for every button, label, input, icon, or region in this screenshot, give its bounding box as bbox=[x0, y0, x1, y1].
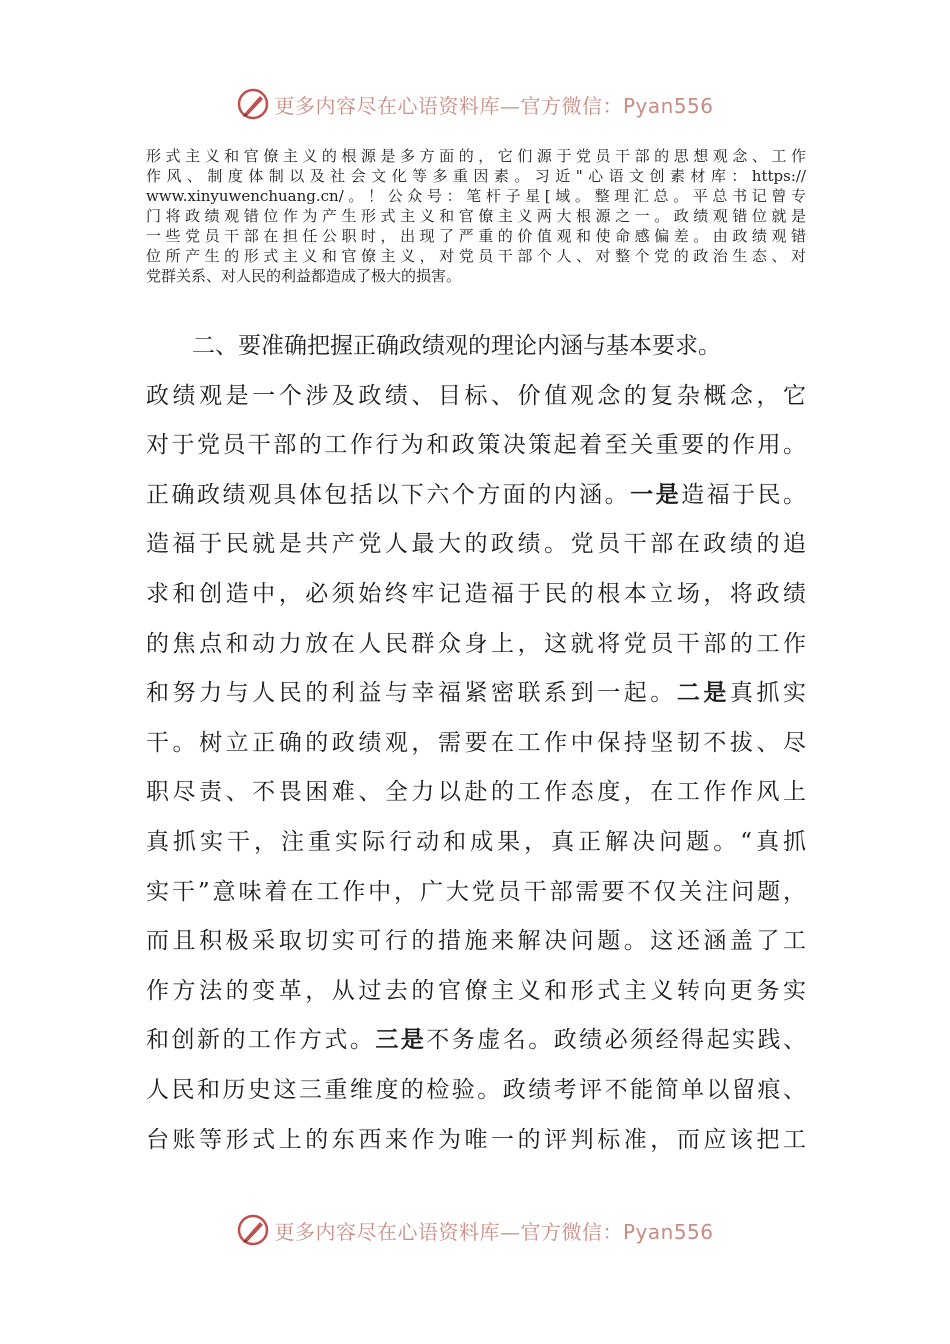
text-line: 求和创造中，必须始终牢记造福于民的根本立场，将政绩 bbox=[146, 580, 806, 607]
text-line: 实干”意味着在工作中，广大党员干部需要不仅关注问题， bbox=[146, 878, 806, 905]
text-line: 作方法的变革，从过去的官僚主义和形式主义转向更务实 bbox=[146, 977, 806, 1004]
banner-text: 更多内容尽在心语资料库—官方微信：Pyan556 bbox=[274, 93, 714, 118]
bold-marker: 一是 bbox=[630, 481, 682, 508]
text-line: 对于党员干部的工作行为和政策决策起着至关重要的作用。 bbox=[146, 432, 806, 459]
pen-logo-icon bbox=[236, 1213, 270, 1247]
intro-paragraph bbox=[146, 146, 806, 286]
header-banner bbox=[0, 84, 950, 124]
text-line: 位所产生的形式主义和官僚主义，对党员干部个人、对整个党的政治生态、对 bbox=[146, 247, 806, 265]
text-line: 造福于民就是共产党人最大的政绩。党员干部在政绩的追 bbox=[146, 531, 806, 558]
text-line: 党群关系、对人民的利益都造成了极大的损害。 bbox=[146, 267, 462, 285]
text-line: 政绩观是一个涉及政绩、目标、价值观念的复杂概念，它 bbox=[146, 382, 806, 409]
banner-text: 更多内容尽在心语资料库—官方微信：Pyan556 bbox=[274, 1219, 714, 1244]
text-line: 作风、制度体制以及社会文化等多重因素。习近"心语文创素材库：https:// bbox=[146, 167, 806, 185]
text-line: 职尽责、不畏困难、全力以赴的工作态度，在工作作风上 bbox=[146, 779, 806, 806]
text-line: 台账等形式上的东西来作为唯一的评判标准，而应该把工 bbox=[146, 1126, 806, 1153]
pen-logo-icon bbox=[236, 87, 270, 121]
text-line: 的焦点和动力放在人民群众身上，这就将党员干部的工作 bbox=[146, 630, 806, 657]
bold-marker: 二是 bbox=[676, 680, 730, 707]
text-line: 一些党员干部在担任公职时，出现了严重的价值观和使命感偏差。由政绩观错 bbox=[146, 227, 806, 245]
text-line: 真抓实干，注重实际行动和成果，真正解决问题。“真抓 bbox=[146, 828, 806, 855]
text-line: www.xinyuwenchuang.cn/。！公众号：笔杆子星[域。整理汇总。平总书记曾专 bbox=[146, 187, 806, 205]
text-line: 干。树立正确的政绩观，需要在工作中保持坚韧不拔、尽 bbox=[146, 729, 806, 756]
section-heading: 二、要准确把握正确政绩观的理论内涵与基本要求。 bbox=[192, 333, 721, 359]
text-line: 和创新的工作方式。三是不务虚名。政绩必须经得起实践、 bbox=[146, 1027, 807, 1054]
footer-banner bbox=[0, 1210, 950, 1250]
text-line: 而且积极采取切实可行的措施来解决问题。这还涵盖了工 bbox=[146, 928, 806, 955]
text-line: 和努力与人民的利益与幸福紧密联系到一起。二是真抓实 bbox=[146, 680, 807, 707]
text-line: 形式主义和官僚主义的根源是多方面的，它们源于党员干部的思想观念、工作 bbox=[146, 147, 806, 165]
text-line: 门将政绩观错位作为产生形式主义和官僚主义两大根源之一。政绩观错位就是 bbox=[146, 207, 806, 225]
bold-marker: 三是 bbox=[375, 1027, 427, 1054]
text-line: 正确政绩观具体包括以下六个方面的内涵。一是造福于民。 bbox=[146, 481, 807, 508]
body-text bbox=[146, 322, 806, 1165]
text-line: 人民和历史这三重维度的检验。政绩考评不能简单以留痕、 bbox=[146, 1076, 806, 1103]
